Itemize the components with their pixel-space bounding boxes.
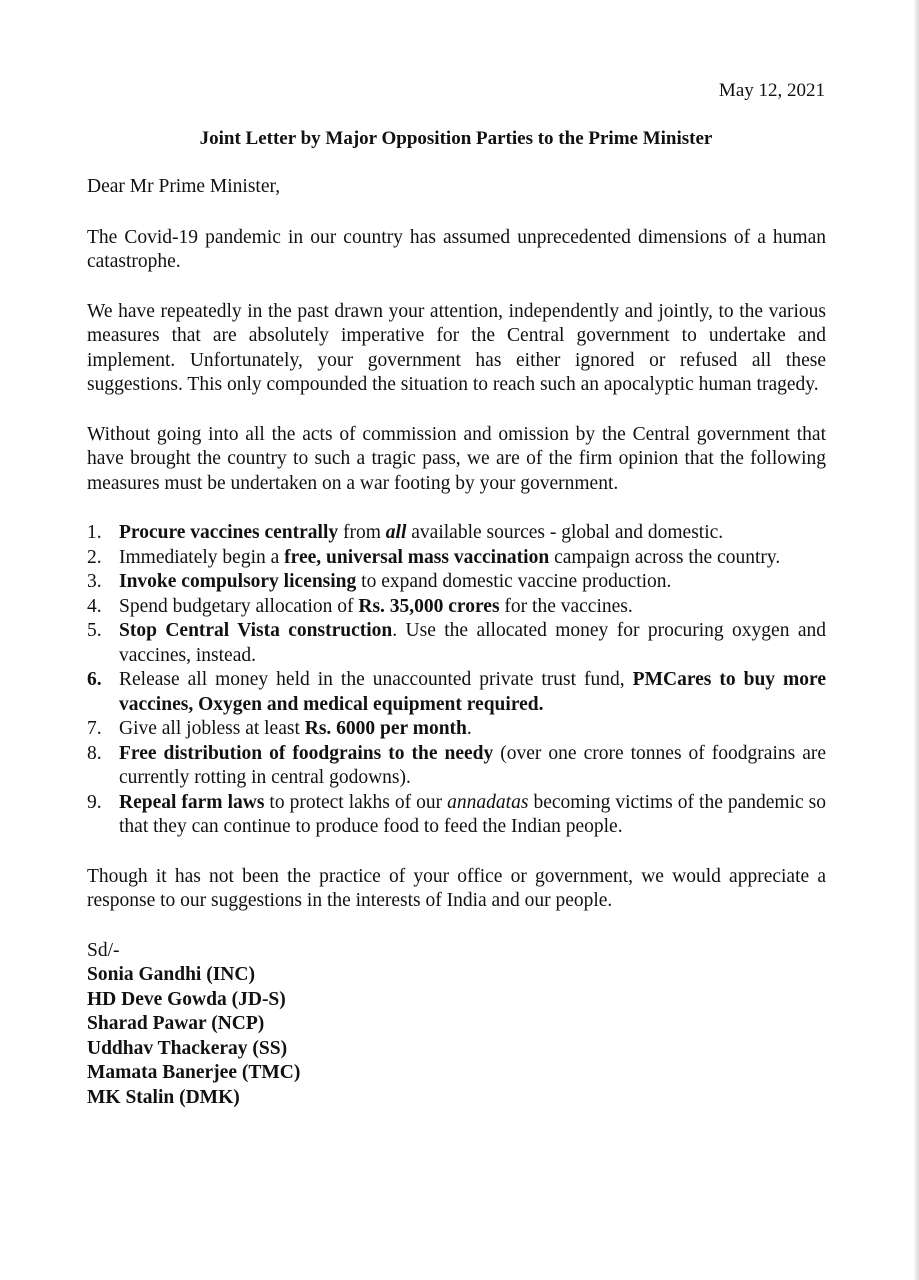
list-item-text: . Use the allocated money for procuring oxygen and vaccines, instead. bbox=[119, 620, 826, 666]
letter-title: Joint Letter by Major Opposition Parties to the Prime Minister bbox=[199, 128, 713, 149]
list-item-bold: Free distribution of foodgrains to the needy bbox=[119, 742, 494, 764]
list-item-number: 8. bbox=[87, 742, 102, 764]
list-item-text: for the vaccines. bbox=[499, 595, 633, 617]
list-item bbox=[87, 521, 826, 546]
list-item-text: campaign across the country. bbox=[549, 546, 781, 568]
list-item-text: Release all money held in the unaccounted private trust fund, bbox=[119, 669, 633, 690]
signatory: Sharad Pawar (NCP) bbox=[87, 1013, 265, 1034]
salutation: Dear Mr Prime Minister, bbox=[87, 176, 281, 197]
list-item-bold: Stop Central Vista construction bbox=[119, 620, 393, 641]
list-item-text: becoming victims of the pandemic so that they can continue to produce food to feed the Indian people. bbox=[119, 791, 826, 837]
list-item-number: 4. bbox=[87, 595, 102, 617]
list-item-number: 1. bbox=[87, 522, 102, 543]
list-item-text: to protect lakhs of our bbox=[264, 791, 448, 813]
list-item-emphasis: all bbox=[385, 522, 407, 543]
list-item-bold: Rs. 6000 per month bbox=[304, 718, 467, 739]
list-item-bold: Invoke compulsory licensing bbox=[119, 571, 357, 592]
signatory: Sonia Gandhi (INC) bbox=[87, 964, 255, 985]
signatory: HD Deve Gowda (JD-S) bbox=[87, 988, 286, 1010]
list-item bbox=[87, 619, 826, 668]
signature-block bbox=[87, 939, 826, 1111]
list-item-number: 6. bbox=[87, 669, 102, 690]
paragraph-intro: The Covid-19 pandemic in our country has assumed unprecedented dimensions of a human catastrophe. bbox=[87, 226, 826, 272]
signoff: Sd/- bbox=[87, 939, 120, 961]
list-item bbox=[87, 570, 826, 595]
page-edge-shadow bbox=[913, 0, 919, 1280]
list-item-text: Spend budgetary allocation of bbox=[119, 595, 359, 617]
list-item-emphasis: annadatas bbox=[447, 791, 529, 813]
list-item bbox=[87, 717, 826, 742]
letter-body bbox=[87, 175, 826, 1110]
list-item-bold: Rs. 35,000 crores bbox=[358, 595, 500, 617]
signatory: Uddhav Thackeray (SS) bbox=[87, 1037, 288, 1059]
letter-date: May 12, 2021 bbox=[718, 80, 825, 101]
list-item-number: 3. bbox=[87, 571, 102, 592]
list-item-bold: PMCares to buy more vaccines, Oxygen and medical equipment required. bbox=[119, 669, 826, 715]
paragraph-closing: Though it has not been the practice of your office or government, we would appreciate a response to our suggestions in the interests of India and our people. bbox=[87, 865, 826, 911]
list-item-text: available sources - global and domestic. bbox=[406, 522, 724, 543]
list-item-text: Immediately begin a bbox=[119, 546, 285, 568]
list-item bbox=[87, 791, 826, 840]
list-item bbox=[87, 546, 826, 571]
list-item-bold: free, universal mass vaccination bbox=[284, 546, 550, 568]
list-item-bold: Repeal farm laws bbox=[119, 791, 265, 813]
list-item-bold: Procure vaccines centrally bbox=[119, 522, 339, 543]
list-item bbox=[87, 742, 826, 791]
list-item-text: to expand domestic vaccine production. bbox=[356, 571, 672, 592]
list-item-text: (over one crore tonnes of foodgrains are currently rotting in central godowns). bbox=[119, 742, 827, 788]
list-item bbox=[87, 668, 826, 717]
demands-list bbox=[87, 521, 826, 840]
paragraph-background: We have repeatedly in the past drawn your attention, independently and jointly, to the various measures that are absolutely imperative for the Central government to undertake and implement. Unfortunately, your government has either ignored or refused all these suggestions. This only compounded the situation to reach such an apocalyptic human tragedy. bbox=[87, 300, 826, 395]
list-item-number: 2. bbox=[87, 546, 102, 568]
list-item-text: Give all jobless at least bbox=[119, 718, 305, 739]
list-item-text: from bbox=[338, 522, 386, 543]
signatory: Mamata Banerjee (TMC) bbox=[87, 1062, 301, 1083]
paragraph-demands-intro: Without going into all the acts of commission and omission by the Central government that have brought the country to such a tragic pass, we are of the firm opinion that the following measures must be undertaken on a war footing by your government. bbox=[87, 423, 826, 494]
list-item-number: 9. bbox=[87, 791, 102, 813]
list-item-text: . bbox=[466, 718, 472, 739]
signatory: MK Stalin (DMK) bbox=[87, 1086, 240, 1108]
list-item-number: 7. bbox=[87, 718, 102, 739]
list-item bbox=[87, 595, 826, 620]
list-item-number: 5. bbox=[87, 620, 102, 641]
